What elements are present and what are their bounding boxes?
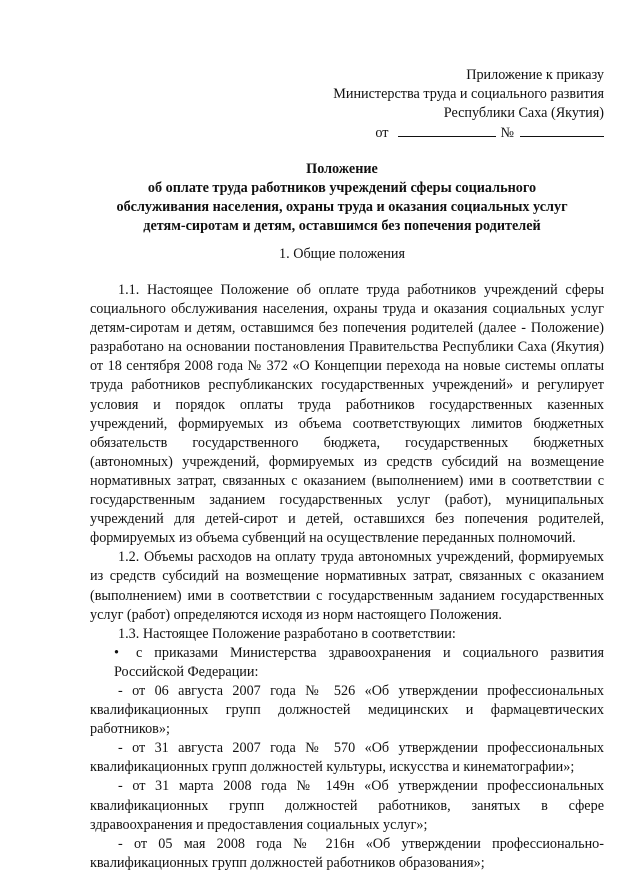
document-body	[90, 281, 604, 873]
section-heading: 1. Общие положения	[279, 246, 405, 262]
title-line-2: об оплате труда работников учреждений сферы социального	[147, 180, 537, 196]
appendix-line-1: Приложение к приказу	[466, 67, 604, 83]
order-item-4: - от 05 мая 2008 года № 216н «Об утверждении профессионально-квалификационных групп должностей работников образования»;	[90, 835, 604, 871]
document-title	[80, 160, 604, 236]
order-item-1: - от 06 августа 2007 года № 526 «Об утверждении профессиональных квалификационных групп должностей медицинских и фармацевтических работников»;	[90, 682, 604, 738]
number-blank	[520, 123, 604, 137]
order-item-3: - от 31 марта 2008 года № 149н «Об утверждении профессиональных квалификационных групп должностей работников, занятых в сфере здравоохранения и предоставления социальных услуг»;	[90, 778, 604, 833]
from-label: от	[375, 125, 389, 141]
paragraph-1-1: 1.1. Настоящее Положение об оплате труда работников учреждений сферы социального обслуживания населения, охраны труда и оказания социальных услуг детям-сиротам и детям, оставшимся без попечения родителей (далее - Положение) разработано на основании постановления Правительства Республики Саха (Якутия) от 18 сентября 2008 года № 372 «О Концепции перехода на новые системы оплаты труда работников республиканских государственных учреждений» и регулирует условия и порядок оплаты труда работников государственных казенных учреждений, формируемых из объема соответствующих лимитов бюджетных обязательств государственного бюджета, государственных бюджетных (автономных) учреждений, формируемых из средств субсидий на возмещение нормативных затрат, связанных с оказанием (выполнением) ими в соответствии с государственным заданием государственных услуг (работ), муниципальных учреждений для детей-сирот и детей, оставшихся без попечения родителей, формируемых из объема субвенций на осуществление переданных полномочий.	[90, 282, 604, 547]
paragraph-1-2: 1.2. Объемы расходов на оплату труда автономных учреждений, формируемых из средств субсидий на возмещение нормативных затрат, связанных с оказанием (выполнением) ими в соответствии с государственным заданием государственных услуг (работ) определяются исходя из норм настоящего Положения.	[90, 549, 604, 623]
appendix-line-3: Республики Саха (Якутия)	[443, 105, 604, 121]
number-label: №	[500, 125, 514, 141]
paragraph-1-3: 1.3. Настоящее Положение разработано в соответствии:	[118, 625, 456, 642]
appendix-line-2: Министерства труда и социального развития	[333, 86, 604, 102]
bullet-text: с приказами Министерства здравоохранения и социального развития Российской Федерации:	[114, 644, 604, 680]
title-line-3: обслуживания населения, охраны труда и оказания социальных услуг	[116, 199, 568, 215]
bullet-marker: •	[114, 644, 119, 661]
appendix-header	[333, 66, 604, 143]
bullet-item	[90, 644, 604, 682]
order-date-number-line	[333, 123, 604, 143]
order-item-2: - от 31 августа 2007 года № 570 «Об утверждении профессиональных квалификационных групп должностей культуры, искусства и кинематографии»;	[90, 740, 604, 776]
title-line-1: Положение	[306, 161, 378, 177]
title-line-4: детям-сиротам и детям, оставшимся без попечения родителей	[143, 218, 541, 234]
date-blank	[398, 123, 496, 137]
